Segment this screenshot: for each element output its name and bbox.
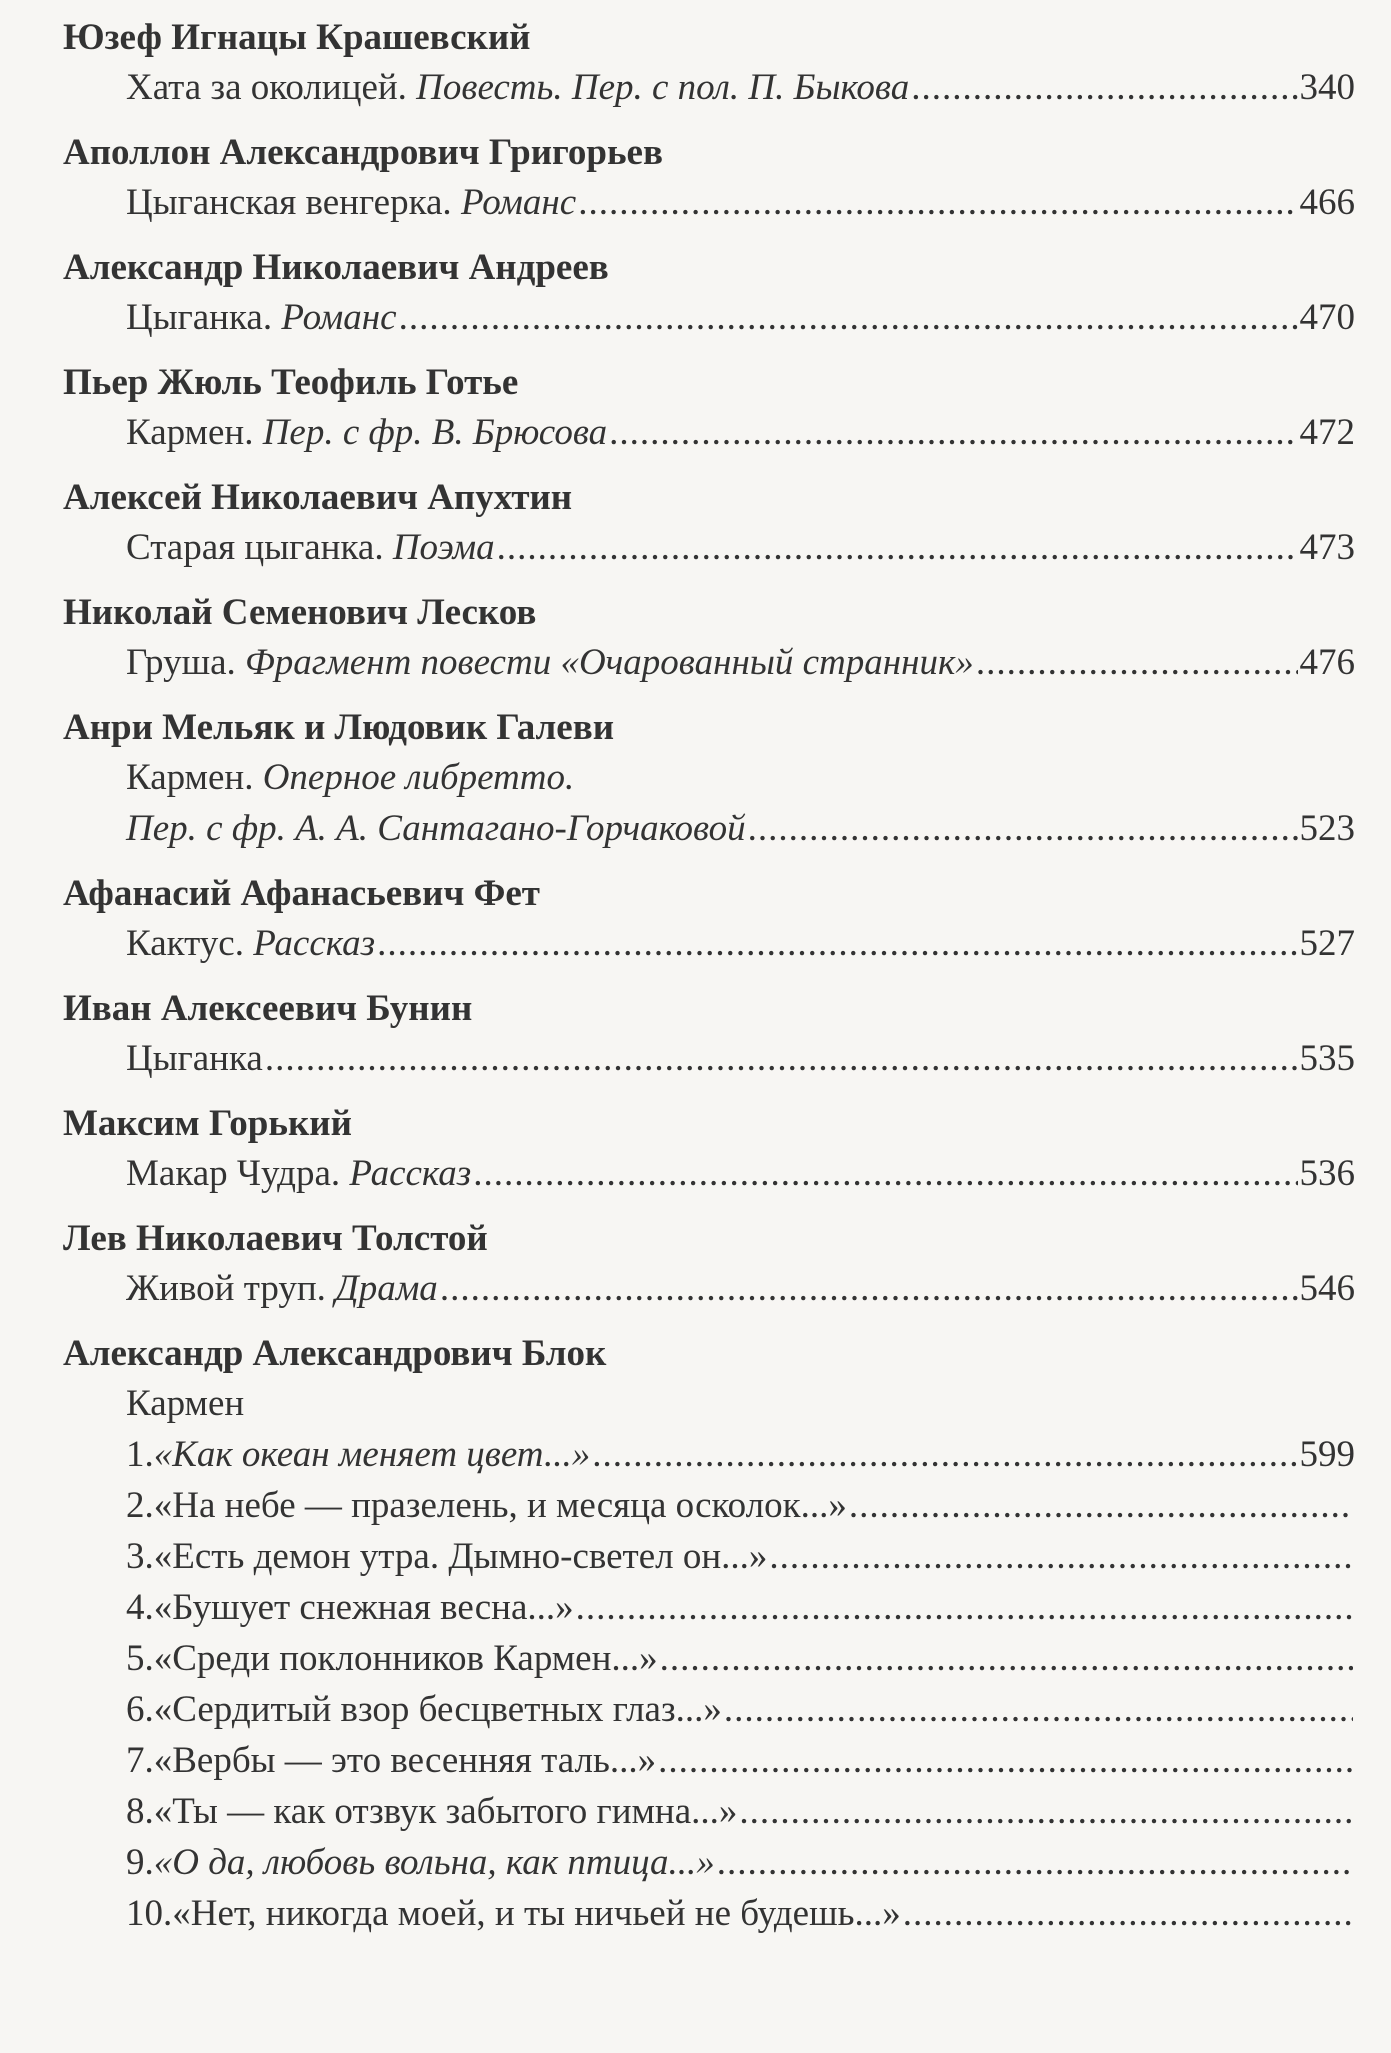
dot-leader [911,62,1297,113]
toc-line [63,1888,1355,1939]
dot-leader [399,292,1298,343]
toc-line [63,522,1355,573]
toc-title: 8.«Ты — как отзвук забытого гимна...» [126,1791,738,1832]
toc-subtitle: Рассказ [349,1153,472,1194]
dot-leader [473,1148,1297,1199]
toc-author: Анри Мельяк и Людовик Галеви [63,707,615,748]
toc-line [63,752,1355,803]
toc-author: Лев Николаевич Толстой [63,1218,488,1259]
toc-line [63,918,1355,969]
toc-author: Николай Семенович Лесков [63,592,537,633]
toc-line [63,1429,1355,1480]
dot-leader [717,1837,1353,1888]
dot-leader [578,177,1297,228]
dot-leader [976,637,1298,688]
toc-author: Александр Александрович Блок [63,1333,607,1374]
page-number: 527 [1299,923,1355,964]
toc-title: 5.«Среди поклонников Кармен...» [126,1638,658,1679]
toc-author: Аполлон Александрович Григорьев [63,132,663,173]
toc-author: Афанасий Афанасьевич Фет [63,873,540,914]
page-number: 472 [1299,412,1355,453]
page-number: 546 [1299,1268,1355,1309]
toc-line [63,177,1355,228]
toc-title: Груша. [126,642,236,683]
toc-line [63,803,1355,854]
toc-title: 9. [126,1842,154,1883]
toc-title: 3.«Есть демон утра. Дымно-светел он...» [126,1536,768,1577]
toc-title: Кармен [126,1383,245,1424]
dot-leader [658,1735,1353,1786]
toc-subtitle: Драма [335,1268,438,1309]
toc-title: Цыганка. [126,297,273,338]
toc-title: Старая цыганка. [126,527,384,568]
page-number: 599 [1299,1434,1355,1475]
toc-subtitle: Романс [281,297,397,338]
toc-line [63,1531,1355,1582]
dot-leader [576,1582,1353,1633]
toc-title: 2.«На небе — празелень, и месяца осколок...» [126,1485,847,1526]
dot-leader [440,1263,1298,1314]
toc-line [63,1735,1355,1786]
dot-leader [377,918,1297,969]
toc-subtitle: «О да, любовь вольна, как птица...» [153,1842,715,1883]
toc-line [63,407,1355,458]
page-number: 536 [1299,1153,1355,1194]
dot-leader [265,1033,1298,1084]
toc-line [63,292,1355,343]
toc-line [63,1786,1355,1837]
dot-leader [592,1429,1297,1480]
toc-author: Пьер Жюль Теофиль Готье [63,362,519,403]
toc-title: 4.«Бушует снежная весна...» [126,1587,574,1628]
toc-author: Алексей Николаевич Апухтин [63,477,573,518]
toc-line [63,1378,1355,1429]
dot-leader [849,1480,1353,1531]
toc-author: Юзеф Игнацы Крашевский [63,17,531,58]
toc-line [63,1582,1355,1633]
page-number: 470 [1299,297,1355,338]
toc-title: 6.«Сердитый взор бесцветных глаз...» [126,1689,722,1730]
page-number: 535 [1299,1038,1355,1079]
toc-line [63,1684,1355,1735]
toc-line [63,1837,1355,1888]
toc-author: Максим Горький [63,1103,352,1144]
toc-author: Александр Николаевич Андреев [63,247,609,288]
page-number: 523 [1299,808,1355,849]
toc-line [63,1633,1355,1684]
toc-title: Хата за околицей. [126,67,407,108]
page-number: 476 [1299,642,1355,683]
toc-line [63,1480,1355,1531]
dot-leader [739,1786,1353,1837]
dot-leader [769,1531,1353,1582]
toc-subtitle: Поэма [392,527,495,568]
toc-author: Иван Алексеевич Бунин [63,988,473,1029]
dot-leader [724,1684,1353,1735]
toc-subtitle: Романс [460,182,577,223]
dot-leader [748,803,1298,854]
page-number: 340 [1299,67,1355,108]
page-number: 466 [1299,182,1355,223]
dot-leader [660,1633,1353,1684]
toc-subtitle: Пер. с фр. В. Брюсова [262,412,608,453]
toc-title: Цыганка [126,1038,263,1079]
toc-title: Живой труп. [126,1268,326,1309]
toc-subtitle: «Как океан меняет цвет...» [153,1434,591,1475]
toc-line [63,1263,1355,1314]
toc-title: 7.«Вербы — это весенняя таль...» [126,1740,657,1781]
toc-title: Кармен. [126,757,254,798]
toc-subtitle: Оперное либретто. [262,757,575,798]
toc-title: Кармен. [126,412,254,453]
toc-subtitle: Пер. с фр. А. А. Сантагано-Горчаковой [126,808,746,849]
toc-subtitle: Повесть. Пер. с пол. П. Быкова [416,67,910,108]
toc-title: 1. [126,1434,154,1475]
toc-line [63,1033,1355,1084]
toc-title: Макар Чудра. [126,1153,341,1194]
dot-leader [609,407,1297,458]
toc-line [63,1148,1355,1199]
toc-title: Цыганская венгерка. [126,182,452,223]
dot-leader [497,522,1298,573]
toc-title: 10.«Нет, никогда моей, и ты ничьей не будешь...» [126,1893,901,1934]
dot-leader [903,1888,1353,1939]
toc-subtitle: Фрагмент повести «Очарованный странник» [245,642,974,683]
toc-subtitle: Рассказ [253,923,376,964]
toc-title: Кактус. [126,923,244,964]
toc-line [63,62,1355,113]
page-number: 473 [1299,527,1355,568]
toc-line [63,637,1355,688]
